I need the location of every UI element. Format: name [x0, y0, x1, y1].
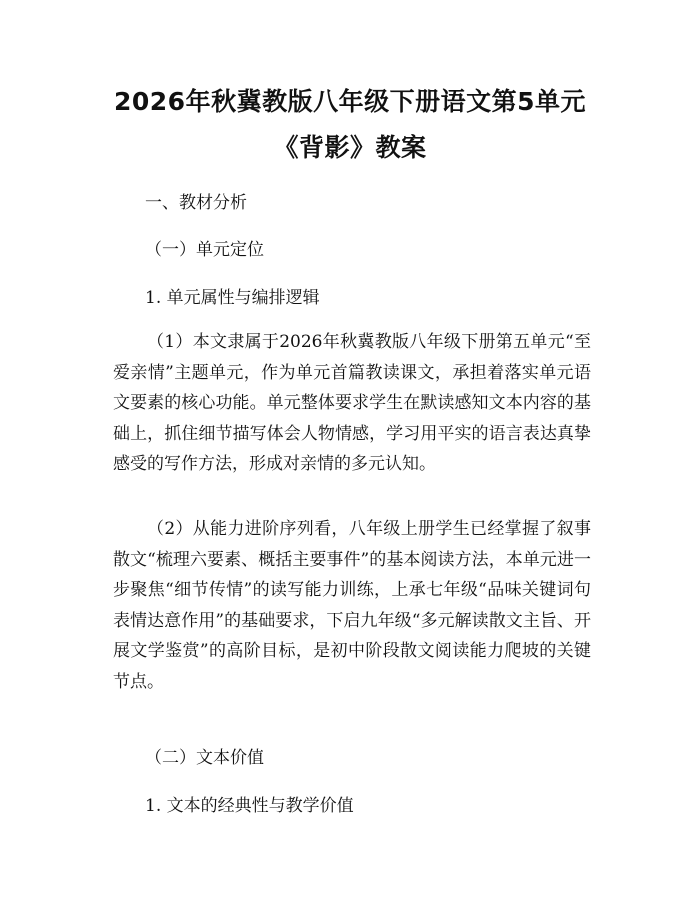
item-heading-unit-attributes: 1. 单元属性与编排逻辑 — [145, 288, 320, 308]
subsection-heading-unit-position: （一）单元定位 — [145, 240, 264, 260]
subsection-heading-text-value: （二）文本价值 — [145, 748, 264, 768]
document-subtitle: 《背影》教案 — [273, 133, 427, 162]
paragraph-2: （2）从能力进阶序列看，八年级上册学生已经掌握了叙事散文“梳理六要素、概括主要事件”的基本阅读方法，本单元进一步聚焦“细节传情”的读写能力训练，上承七年级“品味关键词句表情达意作用”的基础要求，下启九年级“多元解读散文主旨、开展文学鉴赏”的高阶目标，是初中阶段散文阅读能力爬坡的关键节点。 — [113, 519, 591, 692]
item-heading-classic-value: 1. 文本的经典性与教学价值 — [145, 796, 354, 816]
paragraph-1: （1）本文隶属于2026年秋冀教版八年级下册第五单元“至爱亲情”主题单元，作为单元首篇教读课文，承担着落实单元语文要素的核心功能。单元整体要求学生在默读感知文本内容的基础上，抓住细节描写体会人物情感，学习用平实的语言表达真挚感受的写作方法，形成对亲情的多元认知。 — [113, 332, 591, 475]
section-heading-textbook-analysis: 一、教材分析 — [145, 193, 247, 213]
document-title: 2026年秋冀教版八年级下册语文第5单元 — [114, 87, 586, 116]
